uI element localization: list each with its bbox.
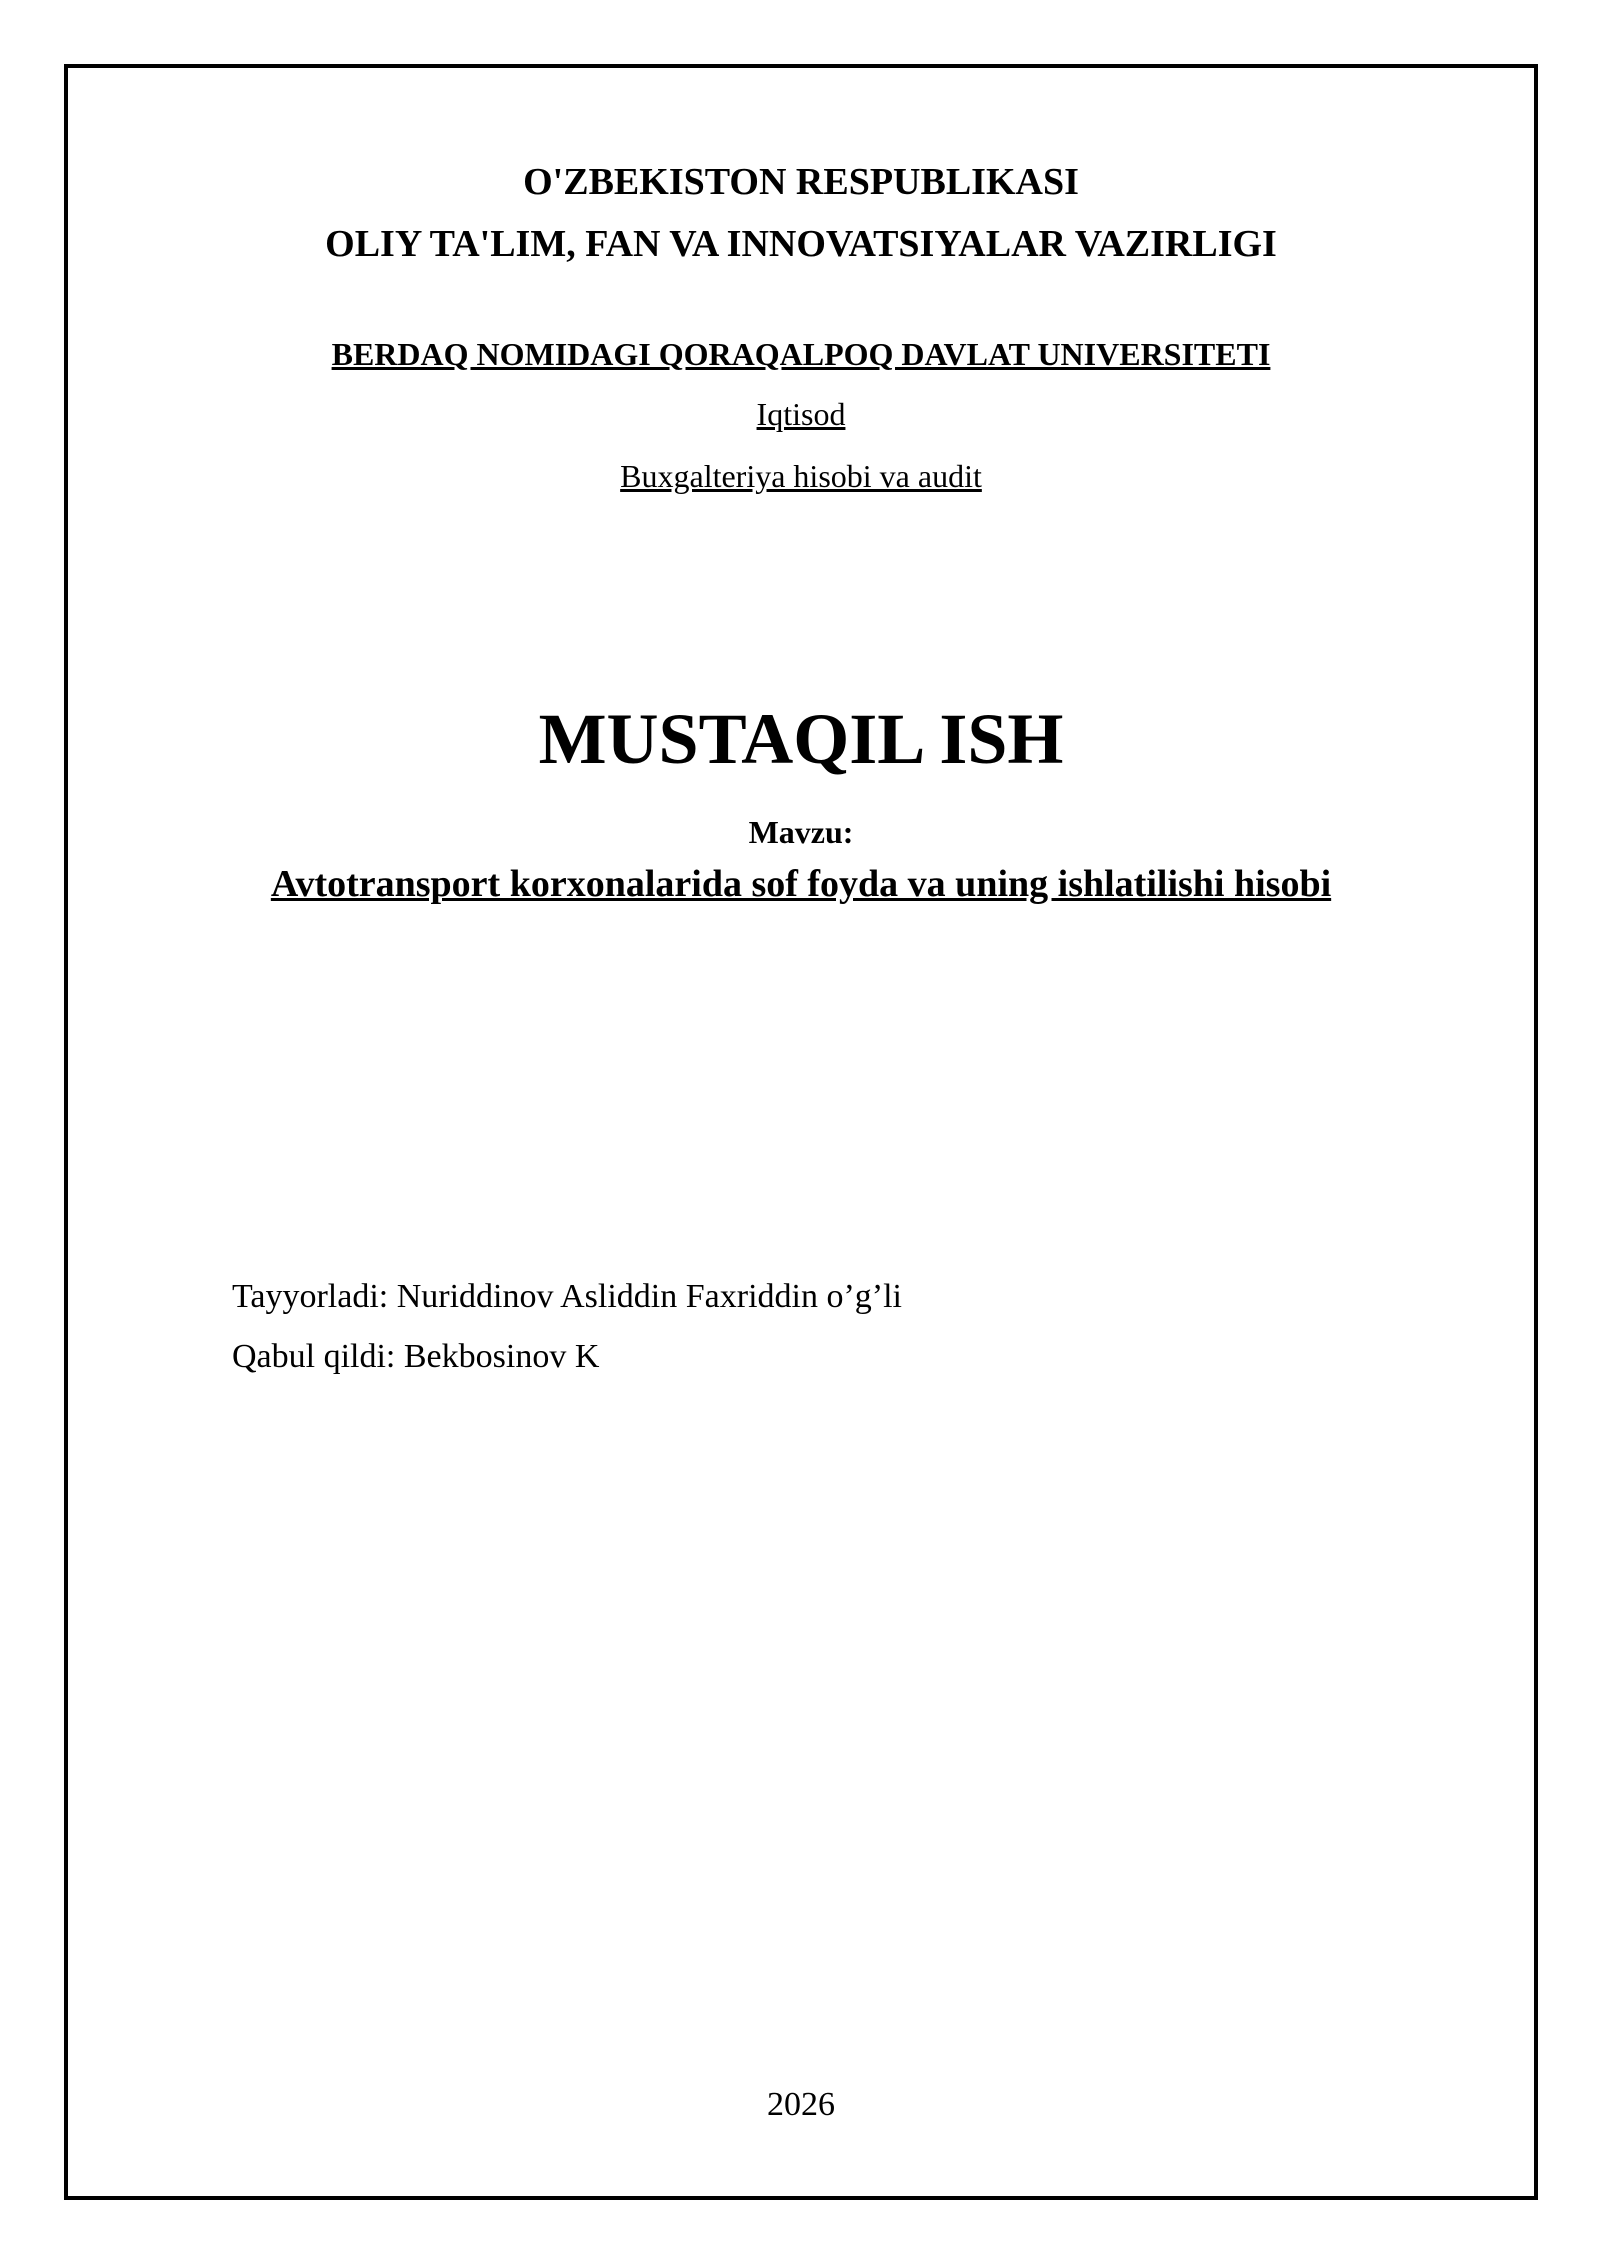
accepted-by: Qabul qildi: Bekbosinov K (232, 1338, 600, 1375)
ministry-heading: OLIY TA'LIM, FAN VA INNOVATSIYALAR VAZIRLIGI (325, 223, 1277, 265)
university-name: BERDAQ NOMIDAGI QORAQALPOQ DAVLAT UNIVERSITETI (331, 336, 1271, 372)
page-border (64, 64, 1538, 2200)
document-title: MUSTAQIL ISH (538, 699, 1064, 779)
country-heading: O'ZBEKISTON RESPUBLIKASI (523, 161, 1079, 203)
prepared-by: Tayyorladi: Nuriddinov Asliddin Faxriddin o’g’li (232, 1278, 903, 1315)
topic-label: Mavzu: (748, 814, 854, 850)
year: 2026 (767, 2086, 835, 2123)
faculty-name: Iqtisod (756, 396, 846, 432)
department-name: Buxgalteriya hisobi va audit (620, 458, 982, 494)
topic-text: Avtotransport korxonalarida sof foyda va uning ishlatilishi hisobi (270, 863, 1332, 905)
